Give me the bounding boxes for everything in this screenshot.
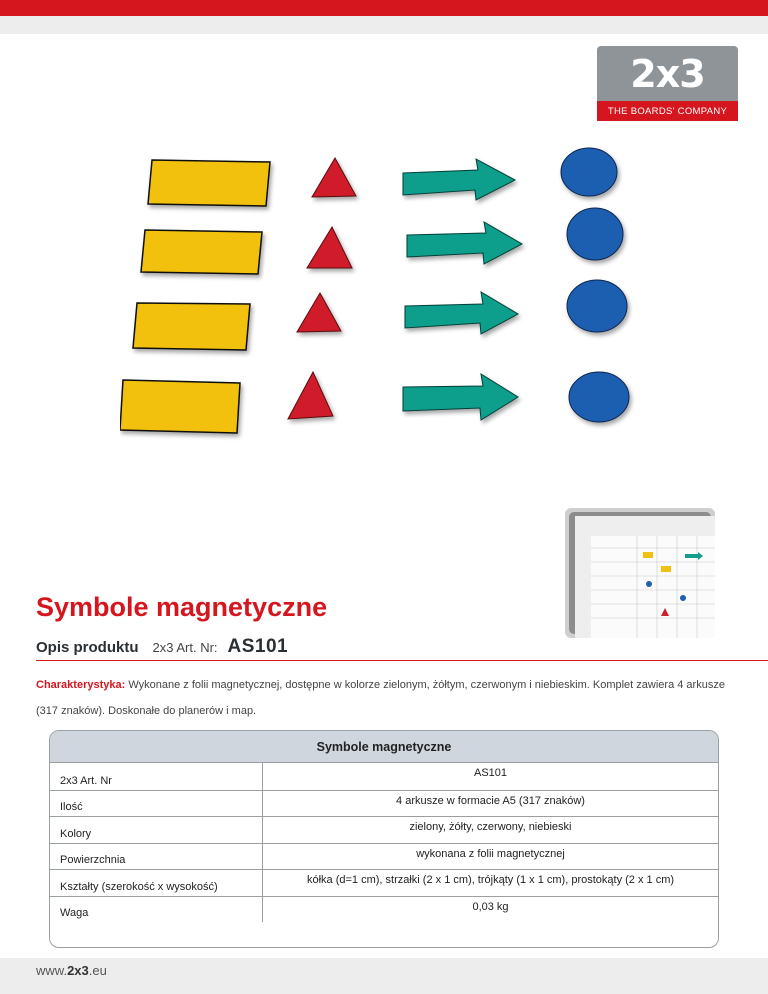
- url-suffix: .eu: [88, 963, 107, 978]
- description-text: Wykonane z folii magnetycznej, dostępne w kolorze zielonym, żółtym, czerwonym i niebieskim. Komplet zawiera 4 arkusze (317 znaków). Doskonałe do planerów i map.: [36, 679, 725, 717]
- logo-tagline: THE BOARDS' COMPANY: [597, 101, 738, 121]
- brand-logo: [597, 46, 738, 121]
- spec-key: Powierzchnia: [50, 844, 263, 870]
- spec-value: zielony, żółty, czerwony, niebieski: [409, 821, 572, 833]
- spec-key: Waga: [50, 897, 263, 923]
- spec-table-title: Symbole magnetyczne: [50, 731, 718, 763]
- spec-value: 0,03 kg: [472, 900, 509, 913]
- spec-key: Kształty (szerokość x wysokość): [50, 870, 263, 896]
- product-photo-magnetic-symbols: [120, 140, 660, 450]
- logo-plate: [597, 46, 738, 101]
- product-subline: [36, 636, 288, 658]
- spec-key: Ilość: [50, 791, 263, 817]
- top-red-bar: [0, 0, 768, 16]
- divider-rule: [36, 660, 768, 661]
- spec-key: Kolory: [50, 817, 263, 843]
- footer-band: [0, 958, 768, 994]
- table-row: [50, 816, 718, 843]
- top-grey-band: [0, 16, 768, 34]
- spec-value: 4 arkusze w formacie A5 (317 znaków): [396, 794, 585, 807]
- website-link[interactable]: [36, 963, 107, 978]
- table-row: [50, 869, 718, 896]
- section-label: Opis produktu: [36, 639, 139, 656]
- logo-mark: 2x3: [630, 51, 705, 96]
- description-label: Charakterystyka:: [36, 679, 126, 691]
- table-row: [50, 790, 718, 817]
- spec-value: kółka (d=1 cm), strzałki (2 x 1 cm), trójkąty (1 x 1 cm), prostokąty (2 x 1 cm): [306, 874, 675, 886]
- product-description: [36, 672, 736, 724]
- table-row: [50, 763, 718, 790]
- spec-value: AS101: [473, 767, 508, 779]
- spec-value: wykonana z folii magnetycznej: [416, 847, 565, 860]
- article-number: AS101: [227, 636, 289, 657]
- green-arrows: [403, 159, 522, 420]
- table-row: [50, 843, 718, 870]
- url-prefix: www.: [36, 963, 68, 978]
- blue-circles: [561, 148, 629, 422]
- red-triangles: [288, 158, 356, 419]
- yellow-rectangles: [120, 160, 270, 433]
- planner-board-thumbnail: [565, 508, 715, 638]
- spec-key: 2x3 Art. Nr: [50, 763, 263, 790]
- table-row: [50, 896, 718, 923]
- product-title: Symbole magnetyczne: [36, 592, 328, 622]
- url-brand: 2x3: [67, 963, 89, 978]
- spec-table: [49, 730, 719, 948]
- article-number-prefix: 2x3 Art. Nr:: [152, 640, 218, 655]
